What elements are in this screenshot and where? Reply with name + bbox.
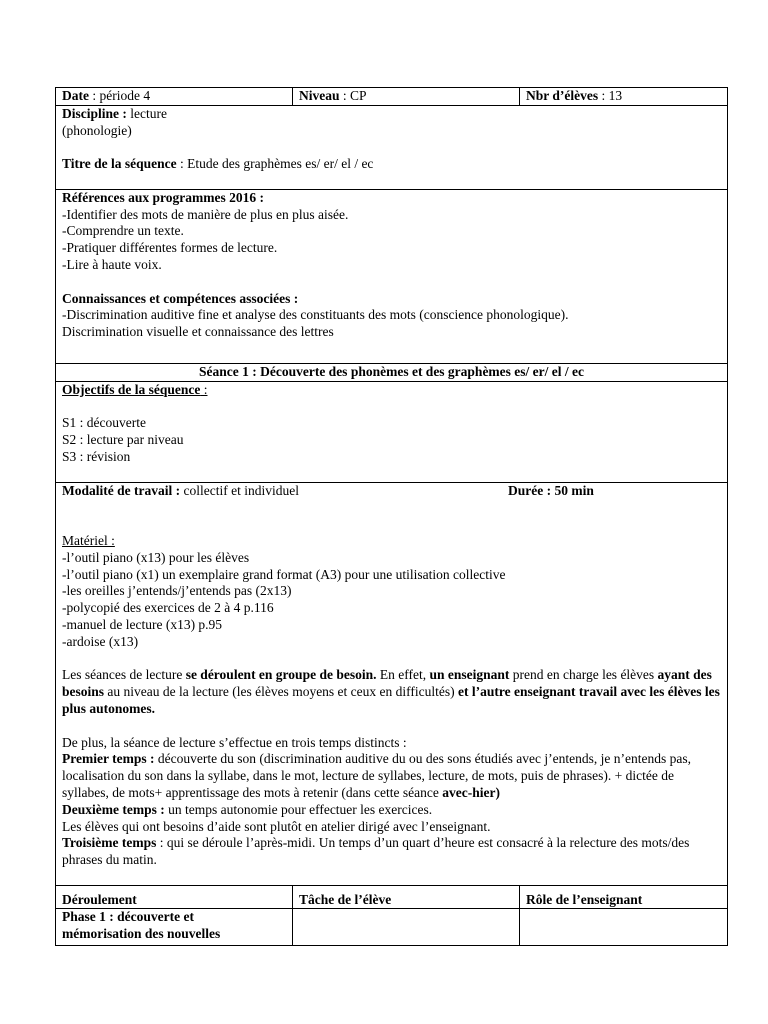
deroulement-header: Déroulement	[62, 891, 137, 907]
references-row	[56, 190, 727, 364]
nbr-eleves-value: : 13	[598, 88, 623, 103]
premier-temps: Premier temps : découverte du son (discrimination auditive du ou des sons étudiés avec j’entends, je n’entends pas, localisation du son dans la syllabe, dans le mot, lecture de syllabes, lecture, de mots, puis de phrases). + dictée de syllabes, de mots+ apprentissage des mots à retenir (dans cette séance avec-hier)	[62, 751, 691, 800]
temps-intro: De plus, la séance de lecture s’effectue en trois temps distincts :	[62, 734, 407, 750]
tache-eleve-header: Tâche de l’élève	[299, 891, 392, 907]
date-cell	[56, 88, 293, 105]
discipline-label: Discipline :	[62, 105, 127, 121]
connaissances-item: Discrimination visuelle et connaissance des lettres	[62, 324, 334, 340]
niveau-label: Niveau	[299, 88, 340, 103]
seance-title-row	[56, 364, 727, 382]
objectifs-suffix: :	[200, 381, 208, 397]
modalite-row	[56, 483, 727, 886]
reference-item: -Comprendre un texte.	[62, 223, 184, 239]
troisieme-temps: Troisième temps : qui se déroule l’après-midi. Un temps d’un quart d’heure est consacré à la relecture des mots/des phrases du matin.	[62, 835, 690, 868]
connaissances-item: -Discrimination auditive fine et analyse des constituants des mots (conscience phonologique).	[62, 307, 569, 323]
phase1-row	[56, 909, 727, 945]
reference-item: -Identifier des mots de manière de plus en plus aisée.	[62, 206, 349, 222]
objectifs-row	[56, 382, 727, 483]
reference-item: -Lire à haute voix.	[62, 256, 162, 272]
niveau-value: : CP	[339, 88, 367, 103]
materiel-item: -polycopié des exercices de 2 à 4 p.116	[62, 600, 274, 616]
materiel-item: -manuel de lecture (x13) p.95	[62, 616, 223, 632]
deroulement-header-row	[56, 886, 727, 910]
materiel-item: -ardoise (x13)	[62, 633, 139, 649]
titre-value: : Etude des graphèmes es/ er/ el / ec	[176, 156, 374, 172]
nbr-eleves-cell	[520, 88, 727, 105]
modalite-value: collectif et individuel	[180, 482, 299, 498]
objectifs-label: Objectifs de la séquence	[62, 381, 201, 397]
groupes-paragraph: Les séances de lecture se déroulent en groupe de besoin. En effet, un enseignant prend en charge les élèves ayant des besoins au niveau de la lecture (les élèves moyens et ceux en difficultés) et l’autre enseignant travail avec les élèves les plus autonomes.	[62, 667, 720, 716]
discipline-line2: (phonologie)	[62, 122, 132, 138]
date-value: : période 4	[89, 88, 151, 103]
niveau-cell	[293, 88, 520, 105]
lesson-plan-table	[55, 87, 728, 946]
materiel-label: Matériel :	[62, 532, 115, 548]
reference-item: -Pratiquer différentes formes de lecture.	[62, 240, 278, 256]
phase1-tache-cell	[293, 909, 520, 945]
references-label: Références aux programmes 2016 :	[62, 189, 264, 205]
deuxieme-temps-line2: Les élèves qui ont besoins d’aide sont plutôt en atelier dirigé avec l’enseignant.	[62, 818, 491, 834]
objectif-item: S2 : lecture par niveau	[62, 431, 184, 447]
titre-label: Titre de la séquence	[62, 156, 177, 172]
role-enseignant-header: Rôle de l’enseignant	[526, 891, 643, 907]
discipline-value: lecture	[126, 105, 167, 121]
discipline-row	[56, 106, 727, 190]
header-row	[56, 88, 727, 106]
modalite-label: Modalité de travail :	[62, 482, 181, 498]
deuxieme-temps: Deuxième temps : un temps autonomie pour effectuer les exercices.	[62, 801, 433, 817]
connaissances-label: Connaissances et compétences associées :	[62, 290, 299, 306]
phase1-label: Phase 1 : découverte et mémorisation des nouvelles	[62, 909, 221, 942]
phase1-role-cell	[520, 909, 727, 945]
seance-title: Séance 1 : Découverte des phonèmes et des graphèmes es/ er/ el / ec	[198, 363, 585, 379]
materiel-item: -l’outil piano (x1) un exemplaire grand format (A3) pour une utilisation collective	[62, 566, 506, 582]
date-label: Date	[62, 88, 89, 103]
duree: Durée : 50 min	[508, 482, 594, 498]
objectif-item: S3 : révision	[62, 448, 131, 464]
objectif-item: S1 : découverte	[62, 415, 146, 431]
materiel-item: -les oreilles j’entends/j’entends pas (2x13)	[62, 583, 292, 599]
materiel-item: -l’outil piano (x13) pour les élèves	[62, 549, 250, 565]
nbr-eleves-label: Nbr d’élèves	[526, 88, 599, 103]
